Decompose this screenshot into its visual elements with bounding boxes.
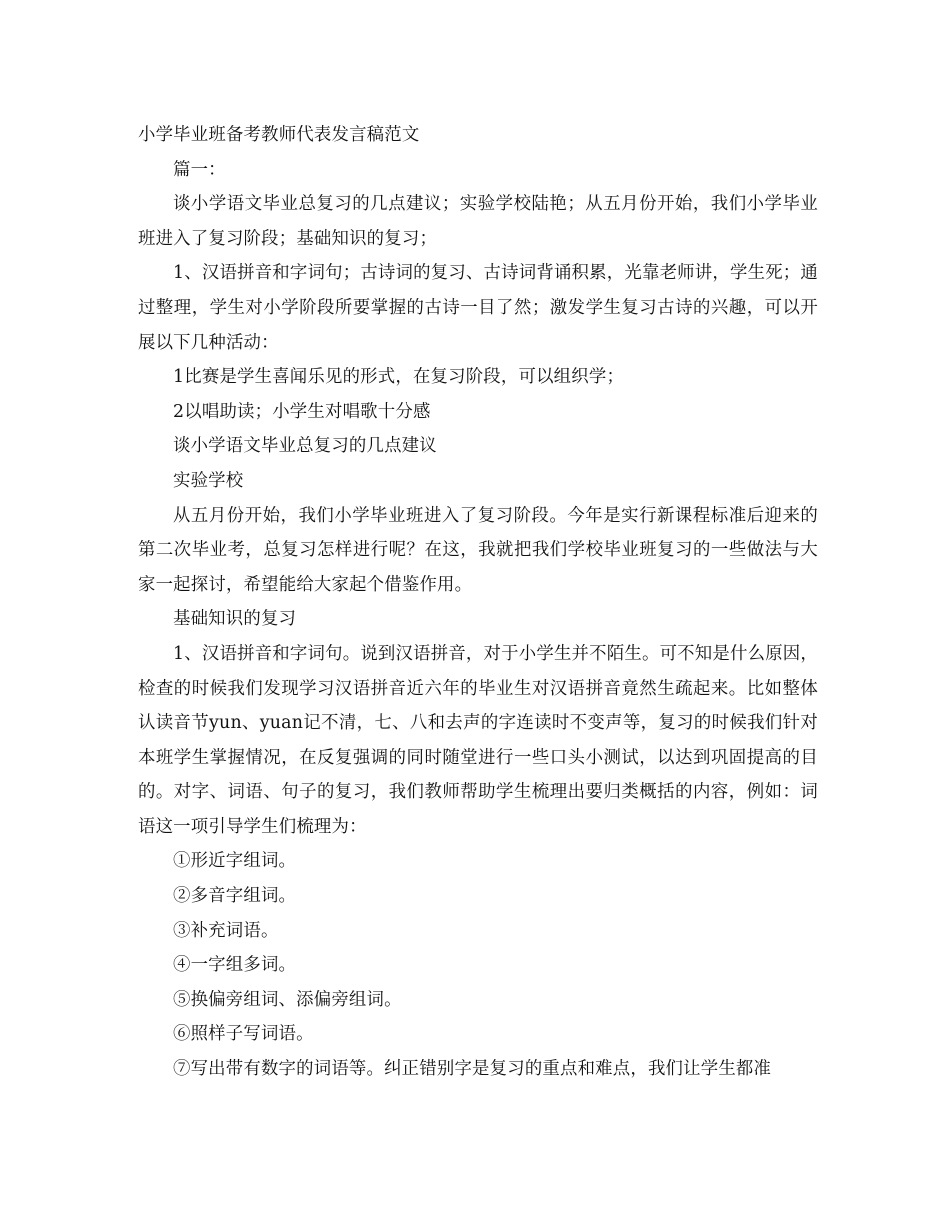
list-item: ①形近字组词。 (173, 851, 297, 872)
document-body (138, 118, 818, 1087)
paragraph-article-school: 实验学校 (173, 470, 244, 491)
document-title: 小学毕业班备考教师代表发言稿范文 (138, 125, 420, 145)
paragraph-intro-summary: 谈小学语文毕业总复习的几点建议；实验学校陆艳；从五月份开始，我们小学毕业班进入了复习阶段；基础知识的复习； (138, 194, 818, 249)
list-item: ⑥照样子写词语。 (173, 1024, 314, 1045)
paragraph-section-label: 篇一： (173, 159, 226, 180)
paragraph-article-intro: 从五月份开始，我们小学毕业班进入了复习阶段。今年是实行新课程标准后迎来的第二次毕业考，总复习怎样进行呢？在这，我就把我们学校毕业班复习的一些做法与大家一起探讨，希望能给大家起个借鉴作用。 (138, 505, 818, 595)
paragraph-pinyin-review: 1、汉语拼音和字词句。说到汉语拼音，对于小学生并不陌生。可不知是什么原因，检查的时候我们发现学习汉语拼音近六年的毕业生对汉语拼音竟然生疏起来。比如整体认读音节yun、yuan记不清，七、八和去声的字连读时不变声等，复习的时候我们针对本班学生掌握情况，在反复强调的同时随堂进行一些口头小测试，以达到巩固提高的目的。对字、词语、句子的复习，我们教师帮助学生梳理出要归类概括的内容，例如：词语这一项引导学生们梳理为： (138, 643, 818, 837)
paragraph-article-title: 谈小学语文毕业总复习的几点建议 (173, 436, 437, 457)
list-item: ②多音字组词。 (173, 886, 297, 907)
paragraph-heading-basics: 基础知识的复习 (173, 609, 297, 630)
list-item: ③补充词语。 (173, 920, 279, 941)
paragraph-poetry-review: 1、汉语拼音和字词句；古诗词的复习、古诗词背诵积累，光靠老师讲，学生死；通过整理，学生对小学阶段所要掌握的古诗一目了然；激发学生复习古诗的兴趣，可以开展以下几种活动： (138, 263, 818, 353)
list-item: ④一字组多词。 (173, 955, 297, 976)
paragraph-activity-2: 2以唱助读；小学生对唱歌十分感 (173, 401, 431, 422)
paragraph-activity-1: 1比赛是学生喜闻乐见的形式，在复习阶段，可以组织学； (173, 367, 625, 388)
list-item: ⑤换偏旁组词、添偏旁组词。 (173, 989, 402, 1010)
list-item: ⑦写出带有数字的词语等。纠正错别字是复习的重点和难点，我们让学生都准 (173, 1059, 772, 1080)
